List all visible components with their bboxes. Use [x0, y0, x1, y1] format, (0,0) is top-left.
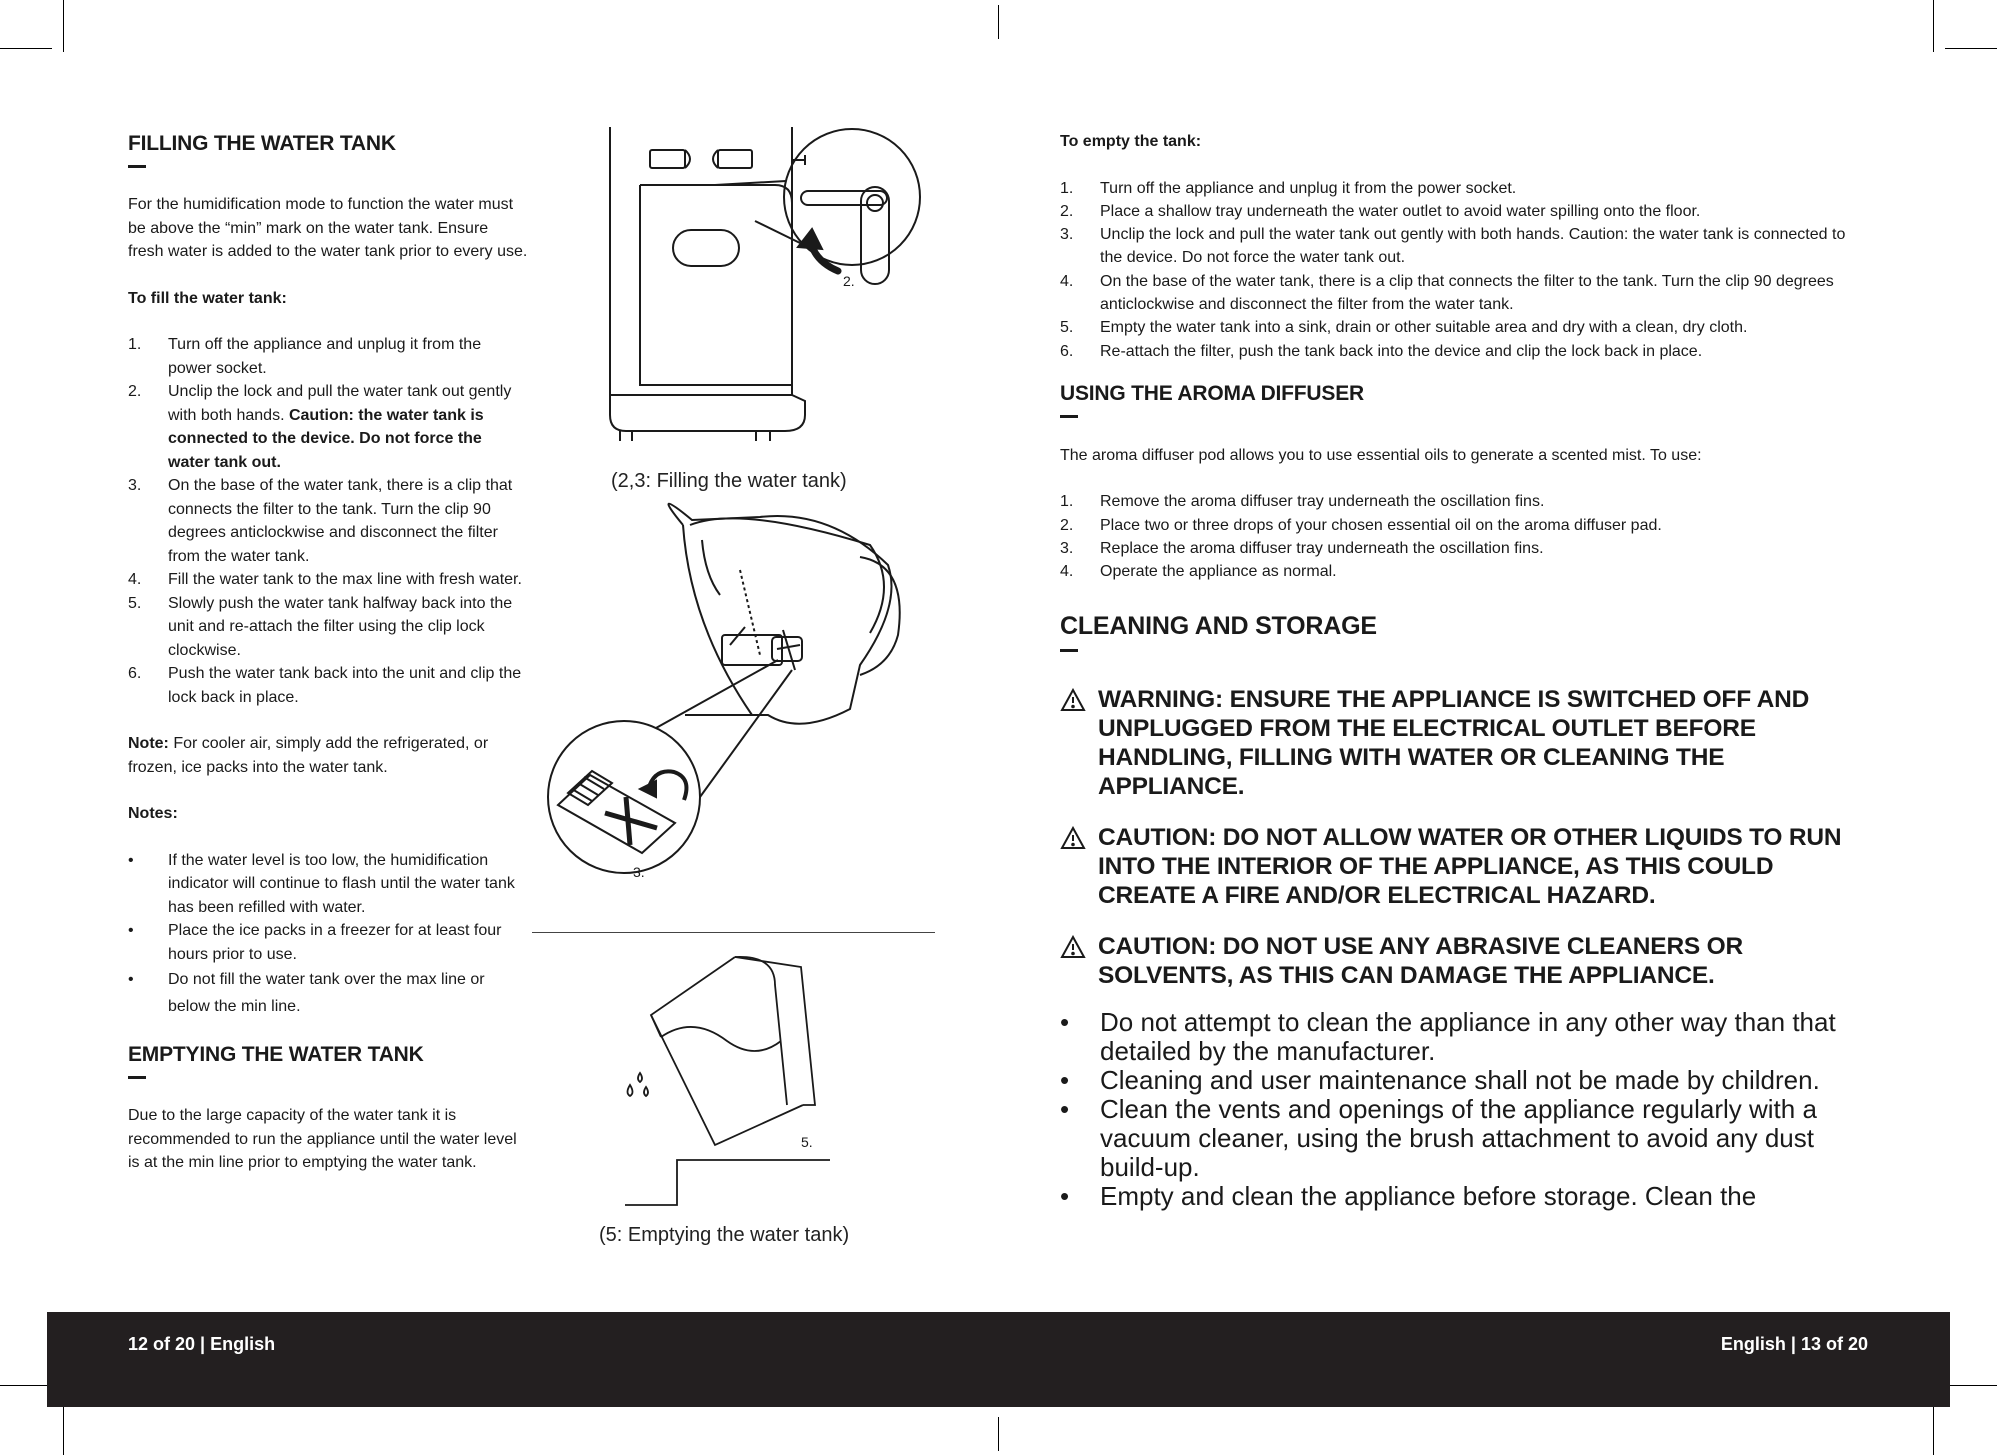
- empty-steps: [1060, 177, 1870, 363]
- fill-steps: [128, 333, 528, 709]
- heading-dash: [128, 1076, 146, 1079]
- list-item: 3. On the base of the water tank, there is a clip that connects the filter to the tank. Turn the clip 90 degrees anticlockwise and disconnect the filter from the water tank.: [128, 477, 513, 565]
- fig3-label: 3.: [633, 864, 645, 880]
- crop-mark: [1945, 1385, 1997, 1386]
- list-item: 4. Fill the water tank to the max line with fresh water.: [128, 571, 522, 588]
- list-item: • Clean the vents and openings of the appliance regularly with a vacuum cleaner, using the brush attachment to avoid any dust build-up.: [1060, 1093, 1817, 1182]
- crop-mark: [0, 48, 52, 49]
- cooler-note: Note: For cooler air, simply add the refrigerated, or frozen, ice packs into the water tank.: [128, 735, 489, 776]
- figure-divider: [532, 932, 935, 933]
- list-item: 4. Operate the appliance as normal.: [1060, 563, 1337, 581]
- warning-icon: [1060, 935, 1086, 959]
- list-item: 6. Push the water tank back into the unit and clip the lock back in place.: [128, 665, 522, 706]
- heading-dash: [128, 165, 146, 168]
- heading-dash: [1060, 649, 1078, 652]
- filling-illustration: [530, 125, 940, 895]
- caution-cleaners-block: CAUTION: DO NOT USE ANY ABRASIVE CLEANERS OR SOLVENTS, AS THIS CAN DAMAGE THE APPLIANCE.: [1060, 932, 1870, 990]
- left-column: [128, 131, 528, 1175]
- list-item: 3. Replace the aroma diffuser tray underneath the oscillation fins.: [1060, 539, 1544, 557]
- aroma-intro: The aroma diffuser pod allows you to use essential oils to generate a scented mist. To use:: [1060, 446, 1702, 464]
- list-item: 1. Remove the aroma diffuser tray underneath the oscillation fins.: [1060, 493, 1545, 511]
- emptying-intro: Due to the large capacity of the water tank it is recommended to run the appliance until the water level is at the min line prior to emptying the water tank.: [128, 1107, 517, 1171]
- list-item: • Empty and clean the appliance before storage. Clean the: [1060, 1180, 1757, 1211]
- aroma-heading: USING THE AROMA DIFFUSER: [1060, 381, 1364, 405]
- filling-heading: FILLING THE WATER TANK: [128, 132, 396, 155]
- emptying-illustration: [615, 945, 855, 1215]
- list-item: • Place the ice packs in a freezer for at least four hours prior to use.: [128, 922, 502, 963]
- list-item: • Do not attempt to clean the appliance in any other way than that detailed by the manufacturer.: [1060, 1006, 1836, 1066]
- cleaning-heading: CLEANING AND STORAGE: [1060, 611, 1377, 640]
- list-item: 5. Empty the water tank into a sink, drain or other suitable area and dry with a clean, dry cloth.: [1060, 319, 1748, 337]
- fig2-label: 2.: [843, 273, 855, 289]
- emptying-heading: EMPTYING THE WATER TANK: [128, 1043, 424, 1066]
- list-item: 1. Turn off the appliance and unplug it from the power socket.: [1060, 179, 1517, 197]
- fill-subheading: To fill the water tank:: [128, 289, 287, 307]
- list-item: 6. Re-attach the filter, push the tank back into the device and clip the lock back in place.: [1060, 342, 1703, 360]
- crop-mark: [998, 1417, 999, 1451]
- list-item: 5. Slowly push the water tank halfway back into the unit and re-attach the filter using the clip lock clockwise.: [128, 594, 513, 659]
- list-item: 1. Turn off the appliance and unplug it from the power socket.: [128, 336, 482, 377]
- crop-mark: [0, 1385, 52, 1386]
- right-column: [1060, 130, 1870, 1211]
- caption-filling: (2,3: Filling the water tank): [611, 470, 847, 492]
- caution-liquids-block: CAUTION: DO NOT ALLOW WATER OR OTHER LIQUIDS TO RUN INTO THE INTERIOR OF THE APPLIANCE, AS THIS COULD CREATE A FIRE AND/OR ELECTRICAL HAZARD.: [1060, 823, 1870, 910]
- empty-subheading: To empty the tank:: [1060, 133, 1202, 150]
- crop-mark: [63, 0, 64, 52]
- notes-heading: Notes:: [128, 805, 178, 822]
- footer-page-right: English | 13 of 20: [1720, 1334, 1868, 1354]
- list-item: 4. On the base of the water tank, there is a clip that connects the filter to the tank. Turn the clip 90 degrees anticlockwise and disconnect the filter from the water tank.: [1060, 272, 1834, 313]
- list-item: • Do not fill the water tank over the max line or below the min line.: [128, 971, 485, 1015]
- crop-mark: [1933, 0, 1934, 52]
- filling-intro: For the humidification mode to function the water must be above the “min” mark on the water tank. Ensure fresh water is added to the water tank prior to every use.: [128, 196, 528, 260]
- crop-mark: [1945, 48, 1997, 49]
- footer-page-left: 12 of 20 | English: [128, 1334, 276, 1354]
- notes-list: [128, 849, 528, 1021]
- warning-icon: [1060, 826, 1086, 850]
- crop-mark: [1933, 1403, 1934, 1455]
- heading-dash: [1060, 415, 1078, 418]
- aroma-steps: [1060, 490, 1870, 583]
- footer-bar: [47, 1312, 1950, 1407]
- list-item: 2. Place a shallow tray underneath the water outlet to avoid water spilling onto the floor.: [1060, 202, 1701, 220]
- warning-block: WARNING: ENSURE THE APPLIANCE IS SWITCHED OFF AND UNPLUGGED FROM THE ELECTRICAL OUTLET BEFORE HANDLING, FILLING WITH WATER OR CLEANING THE APPLIANCE.: [1060, 685, 1870, 801]
- crop-mark: [63, 1403, 64, 1455]
- list-item: 2. Unclip the lock and pull the water tank out gently with both hands. Caution: the water tank is connected to the device. Do not force the water tank out.: [128, 383, 512, 471]
- caption-emptying: (5: Emptying the water tank): [599, 1224, 850, 1246]
- crop-mark: [998, 5, 999, 39]
- list-item: 2. Place two or three drops of your chosen essential oil on the aroma diffuser pad.: [1060, 516, 1662, 534]
- fig5-label: 5.: [801, 1134, 813, 1150]
- cleaning-bullets: [1060, 1008, 1870, 1211]
- list-item: • Cleaning and user maintenance shall not be made by children.: [1060, 1064, 1820, 1095]
- list-item: • If the water level is too low, the humidification indicator will continue to flash until the water tank has been refilled with water.: [128, 851, 515, 916]
- warning-icon: [1060, 688, 1086, 712]
- list-item: 3. Unclip the lock and pull the water tank out gently with both hands. Caution: the water tank is connected to the device. Do not force the water tank out.: [1060, 226, 1846, 267]
